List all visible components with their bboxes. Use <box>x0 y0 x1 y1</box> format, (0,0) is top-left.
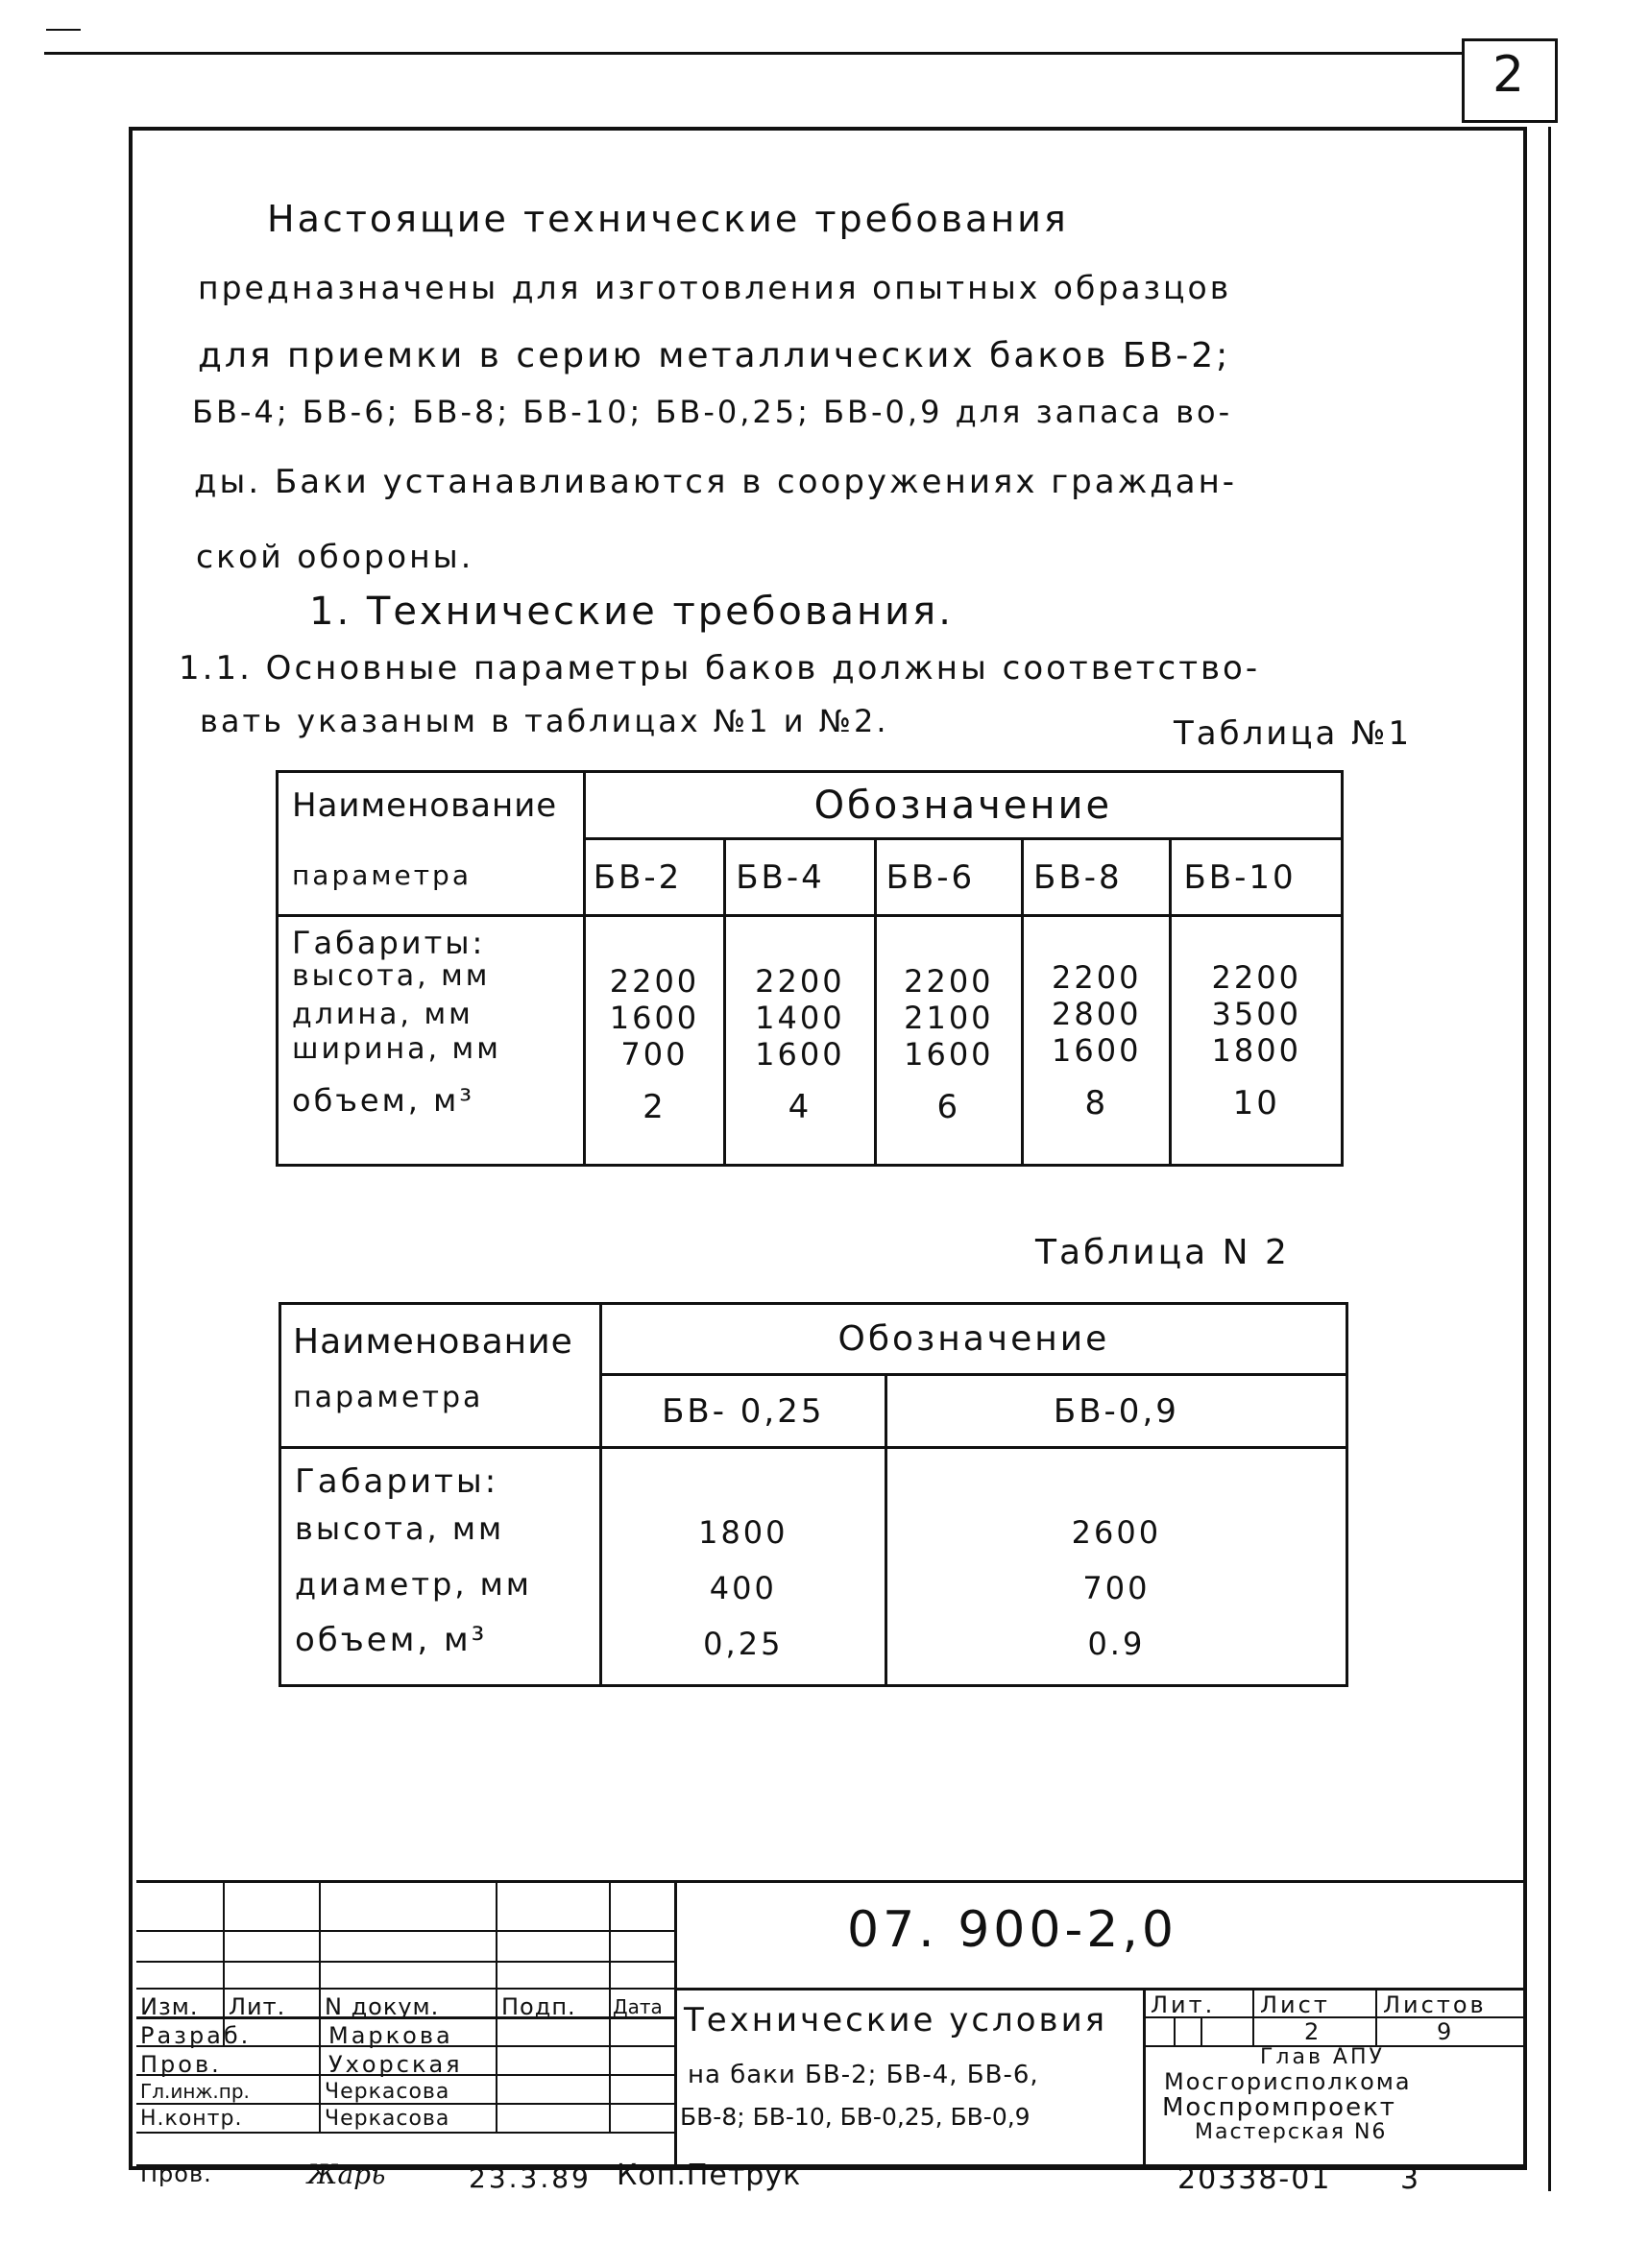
tb-line <box>674 1880 677 2166</box>
tb-role-name: Маркова <box>328 2022 453 2049</box>
tb-line <box>1143 1988 1146 2166</box>
tb-role: Гл.инж.пр. <box>140 2080 250 2103</box>
table1-col-header <box>1023 839 1171 916</box>
table1-value: 3500 <box>1211 996 1301 1032</box>
tb-line <box>609 1880 611 2132</box>
table2-param-row: высота, мм <box>295 1510 505 1547</box>
tb-sheets-value: 9 <box>1437 2018 1455 2045</box>
doc-title-line-1: Технические условия <box>684 2001 1108 2039</box>
table2-value: 1800 <box>698 1514 788 1551</box>
tb-line <box>136 1961 674 1963</box>
table1-value: 2200 <box>904 963 994 1000</box>
table1-value: 1600 <box>609 1000 700 1036</box>
table2-value-cell <box>885 1448 1346 1686</box>
table2-param-row: диаметр, мм <box>295 1566 532 1603</box>
table1-value: 2200 <box>1052 959 1142 996</box>
table1-col-header <box>875 839 1022 916</box>
table1-value: 8 <box>1084 1084 1109 1122</box>
section-title: 1. Технические требования. <box>309 590 954 634</box>
tb-role: Пров. <box>140 2051 222 2078</box>
table2-value: 2600 <box>1071 1514 1162 1551</box>
table1-col-header <box>1171 839 1343 916</box>
table1-col-label: БВ-8 <box>1033 857 1123 897</box>
table1-param-row: высота, мм <box>292 959 491 993</box>
table1-designation-header <box>584 772 1342 839</box>
doc-title-line-3: БВ-8; БВ-10, БВ-0,25, БВ-0,9 <box>680 2103 1031 2131</box>
table2-col-label: БВ-0,9 <box>1053 1391 1179 1431</box>
intro-line-6: ской обороны. <box>196 538 474 575</box>
table1-col-label: БВ-10 <box>1183 857 1297 897</box>
tb-line <box>136 1988 674 1990</box>
table2-designation-label: Обозначение <box>837 1319 1110 1359</box>
sheet-number: 2 <box>1492 46 1528 104</box>
table2-value: 0,25 <box>703 1626 784 1662</box>
table-1 <box>276 770 1344 1167</box>
table1-value-cell <box>875 916 1022 1166</box>
table2-col-label: БВ- 0,25 <box>662 1391 825 1431</box>
table2-param-cell <box>280 1448 601 1686</box>
tb-role: Н.контр. <box>140 2107 243 2131</box>
table2-value: 700 <box>1082 1570 1151 1606</box>
tb-role: Разраб. <box>140 2022 252 2049</box>
table1-value: 1800 <box>1211 1032 1301 1069</box>
table1-col-header <box>584 839 725 916</box>
tb-line <box>1201 2016 1202 2045</box>
tb-line <box>136 2132 674 2134</box>
footer-checked: Пров. <box>140 2160 212 2187</box>
table2-param-row: Габариты: <box>295 1462 499 1501</box>
tb-line <box>1375 1988 1377 2045</box>
table1-value: 2100 <box>904 1000 994 1036</box>
table1-value: 1600 <box>1052 1032 1142 1069</box>
footer-copy: Коп.Петрук <box>617 2159 802 2192</box>
doc-code: 07. 900-2,0 <box>847 1901 1177 1959</box>
tb-line <box>319 1880 321 2132</box>
tb-line <box>136 1930 674 1932</box>
footer-archive: 20338-01 <box>1177 2162 1332 2196</box>
tb-line <box>496 1880 497 2132</box>
table1-value: 1600 <box>904 1036 994 1073</box>
table1-param-cell <box>278 916 585 1166</box>
table1-param-row: ширина, мм <box>292 1032 501 1066</box>
tb-line <box>1174 2016 1176 2045</box>
table1-param-row: Габариты: <box>292 925 486 961</box>
tb-header-date: Дата <box>613 1995 663 2018</box>
table2-value-cell <box>600 1448 885 1686</box>
table1-value: 2200 <box>1211 959 1301 996</box>
tb-header-doc: N докум. <box>325 1993 440 2020</box>
table2-designation-header <box>600 1304 1346 1375</box>
intro-line-3: для приемки в серию металлических баков БВ-2; <box>198 336 1231 375</box>
table2-param-header <box>280 1304 601 1448</box>
table1-col-label: БВ-4 <box>736 857 825 897</box>
table2-col-header <box>885 1375 1346 1448</box>
intro-line-5: ды. Баки устанавливаются в сооружениях граждан- <box>194 463 1238 501</box>
table2-col-header <box>600 1375 885 1448</box>
table1-param-header-line2: параметра <box>292 859 472 891</box>
tb-role-name: Ухорская <box>328 2051 463 2078</box>
tb-role-name: Черкасова <box>325 2107 450 2131</box>
table1-value-cell <box>1171 916 1343 1166</box>
clause-line-1: 1.1. Основные параметры баков должны соответство- <box>179 649 1261 688</box>
doc-title-line-2: на баки БВ-2; БВ-4, БВ-6, <box>688 2061 1039 2089</box>
top-rule <box>44 52 1462 55</box>
table2-caption: Таблица N 2 <box>1035 1233 1290 1272</box>
intro-line-2: предназначены для изготовления опытных образцов <box>198 269 1232 306</box>
table1-value-cell <box>725 916 875 1166</box>
footer-date: 23.3.89 <box>469 2162 592 2194</box>
table1-param-row: длина, мм <box>292 998 473 1031</box>
footer-page: 3 <box>1400 2162 1422 2196</box>
tb-header-izm: Изм. <box>140 1993 199 2020</box>
table1-value: 2800 <box>1052 996 1142 1032</box>
table1-value: 2 <box>643 1088 667 1126</box>
frame-right-edge <box>1548 127 1551 2191</box>
table1-param-header <box>278 772 585 916</box>
table1-value-cell <box>1023 916 1171 1166</box>
table2-param-header-line1: Наименование <box>293 1322 573 1362</box>
table2-value: 0.9 <box>1087 1626 1146 1662</box>
table1-param-row: объем, м³ <box>292 1082 475 1119</box>
table1-value: 10 <box>1232 1084 1280 1122</box>
tb-org-line-3: Моспромпроект <box>1162 2093 1396 2122</box>
table2-param-header-line2: параметра <box>293 1381 484 1414</box>
table1-caption: Таблица №1 <box>1174 714 1413 753</box>
table-2 <box>279 1302 1348 1687</box>
table1-value: 4 <box>788 1088 812 1126</box>
clause-line-2: вать указаным в таблицах №1 и №2. <box>200 703 889 739</box>
tb-line <box>674 1988 1523 1991</box>
table1-value: 1400 <box>755 1000 845 1036</box>
scan-mark <box>46 29 81 31</box>
table2-param-row: объем, м³ <box>295 1621 488 1659</box>
table1-value: 1600 <box>755 1036 845 1073</box>
table1-col-label: БВ-2 <box>593 857 683 897</box>
tb-line <box>1252 1988 1254 2045</box>
tb-top-line <box>136 1880 1523 1883</box>
tb-sheets-header: Листов <box>1383 1991 1487 2018</box>
tb-org-line-2: Мосгорисполкома <box>1164 2068 1412 2095</box>
table1-designation-label: Обозначение <box>813 783 1113 828</box>
table1-value-cell <box>584 916 725 1166</box>
table1-col-label: БВ-6 <box>885 857 976 897</box>
table1-col-header <box>725 839 875 916</box>
tb-sheet-header: Лист <box>1260 1991 1330 2018</box>
table1-value: 2200 <box>755 963 845 1000</box>
tb-org-line-4: Мастерская N6 <box>1195 2120 1388 2144</box>
tb-header-sign: Подп. <box>501 1993 576 2020</box>
tb-sheet-value: 2 <box>1304 2018 1322 2045</box>
table1-value: 6 <box>936 1088 961 1126</box>
table1-param-header-line1: Наименование <box>292 786 558 825</box>
tb-org-line-1: Глав АПУ <box>1260 2045 1385 2069</box>
table1-value: 2200 <box>609 963 700 1000</box>
table2-value: 400 <box>709 1570 777 1606</box>
intro-line-4: БВ-4; БВ-6; БВ-8; БВ-10; БВ-0,25; БВ-0,9 для запаса во- <box>192 394 1233 430</box>
tb-header-lit: Лит. <box>229 1993 286 2020</box>
intro-line-1: Настоящие технические требования <box>267 198 1069 240</box>
title-block <box>136 1880 1523 2166</box>
tb-lit-header: Лит. <box>1151 1991 1216 2018</box>
table1-value: 700 <box>620 1036 689 1073</box>
tb-role-name: Черкасова <box>325 2080 450 2104</box>
footer-signature: Жарь <box>307 2159 386 2190</box>
